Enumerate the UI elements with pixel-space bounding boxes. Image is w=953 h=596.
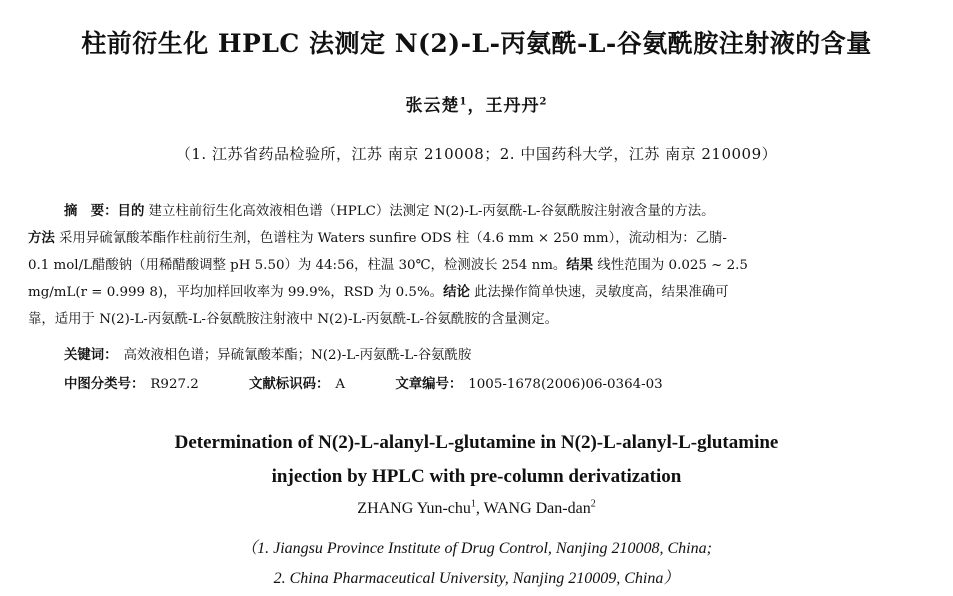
- doc-code-value: A: [335, 377, 346, 392]
- author-1-name: 张云楚: [405, 96, 460, 116]
- english-authors: [0, 500, 953, 518]
- english-author-separator: ,: [475, 500, 484, 517]
- keywords-label: 关键词：: [64, 347, 118, 363]
- author-1-affil-mark: 1: [459, 96, 468, 108]
- english-title-line-2: injection by HPLC with pre-column derivatization: [271, 466, 682, 487]
- english-author-1-name: ZHANG Yun-chu: [357, 500, 471, 517]
- article-metadata: [64, 341, 669, 399]
- method-label: 方法: [28, 230, 55, 246]
- clc-value: R927.2: [150, 377, 199, 392]
- english-affiliation: [0, 534, 953, 594]
- english-author-2-name: WANG Dan-dan: [483, 500, 591, 517]
- abstract-line: [28, 198, 923, 225]
- abstract-method-text-cont: 0.1 mol/L醋酸钠（用稀醋酸调整 pH 5.50）为 44:56，柱温 30℃，检测波长 254 nm。: [28, 258, 567, 273]
- chinese-affiliation: （1. 江苏省药品检验所，江苏 南京 210008；2. 中国药科大学，江苏 南京 210009）: [175, 145, 778, 163]
- result-label: 结果: [566, 257, 594, 273]
- abstract-line: [28, 279, 923, 306]
- article-number-label: 文章编号：: [395, 376, 463, 392]
- abstract-result-text-cont: mg/mL(r = 0.999 8)，平均加样回收率为 99.9%，RSD 为 0.5%。: [28, 285, 444, 300]
- classification-row: [64, 370, 669, 399]
- abstract-result-text: 线性范围为 0.025 ~ 2.5: [593, 258, 748, 273]
- author-2-affil-mark: 2: [539, 96, 548, 108]
- english-title-line-1: Determination of N(2)-L-alanyl-L-glutamine in N(2)-L-alanyl-L-glutamine: [174, 432, 779, 453]
- chinese-abstract: [28, 198, 923, 333]
- abstract-method-text: 采用异硫氰酸苯酯作柱前衍生剂，色谱柱为 Waters sunfire ODS 柱（4.6 mm × 250 mm），流动相为：乙腈-: [54, 231, 727, 246]
- abstract-line: [28, 225, 923, 252]
- english-affiliation-line-1: （1. Jiangsu Province Institute of Drug Control, Nanjing 210008, China;: [241, 540, 712, 557]
- abstract-line: [28, 252, 923, 279]
- abstract-conclusion-text-cont: 靠，适用于 N(2)-L-丙氨酰-L-谷氨酰胺注射液中 N(2)-L-丙氨酰-L-谷氨酰胺的含量测定。: [28, 312, 558, 327]
- abstract-objective-text: 建立柱前衍生化高效液相色谱（HPLC）法测定 N(2)-L-丙氨酰-L-谷氨酰胺注射液含量的方法。: [144, 204, 715, 219]
- article-number-value: 1005-1678(2006)06-0364-03: [468, 377, 663, 392]
- keywords-row: [64, 341, 669, 370]
- doc-code-label: 文献标识码：: [249, 376, 330, 392]
- english-author-1-affil-mark: 1: [470, 498, 476, 510]
- chinese-authors: [0, 91, 953, 116]
- author-separator: ，: [467, 96, 486, 116]
- keywords-value: 高效液相色谱；异硫氰酸苯酯；N(2)-L-丙氨酰-L-谷氨酰胺: [123, 348, 472, 363]
- chinese-title: 柱前衍生化 HPLC 法测定 N(2)-L-丙氨酰-L-谷氨酰胺注射液的含量: [81, 29, 872, 58]
- clc-label: 中图分类号：: [64, 376, 145, 392]
- author-2-name: 王丹丹: [485, 96, 540, 116]
- english-affiliation-line-2: 2. China Pharmaceutical University, Nanjing 210009, China）: [273, 570, 680, 587]
- abstract-line: [28, 306, 923, 333]
- abstract-label: 摘 要：目的: [64, 203, 145, 219]
- english-title: [0, 426, 953, 494]
- english-author-2-affil-mark: 2: [590, 498, 596, 510]
- conclusion-label: 结论: [443, 284, 470, 300]
- abstract-conclusion-text: 此法操作简单快速，灵敏度高，结果准确可: [469, 285, 729, 300]
